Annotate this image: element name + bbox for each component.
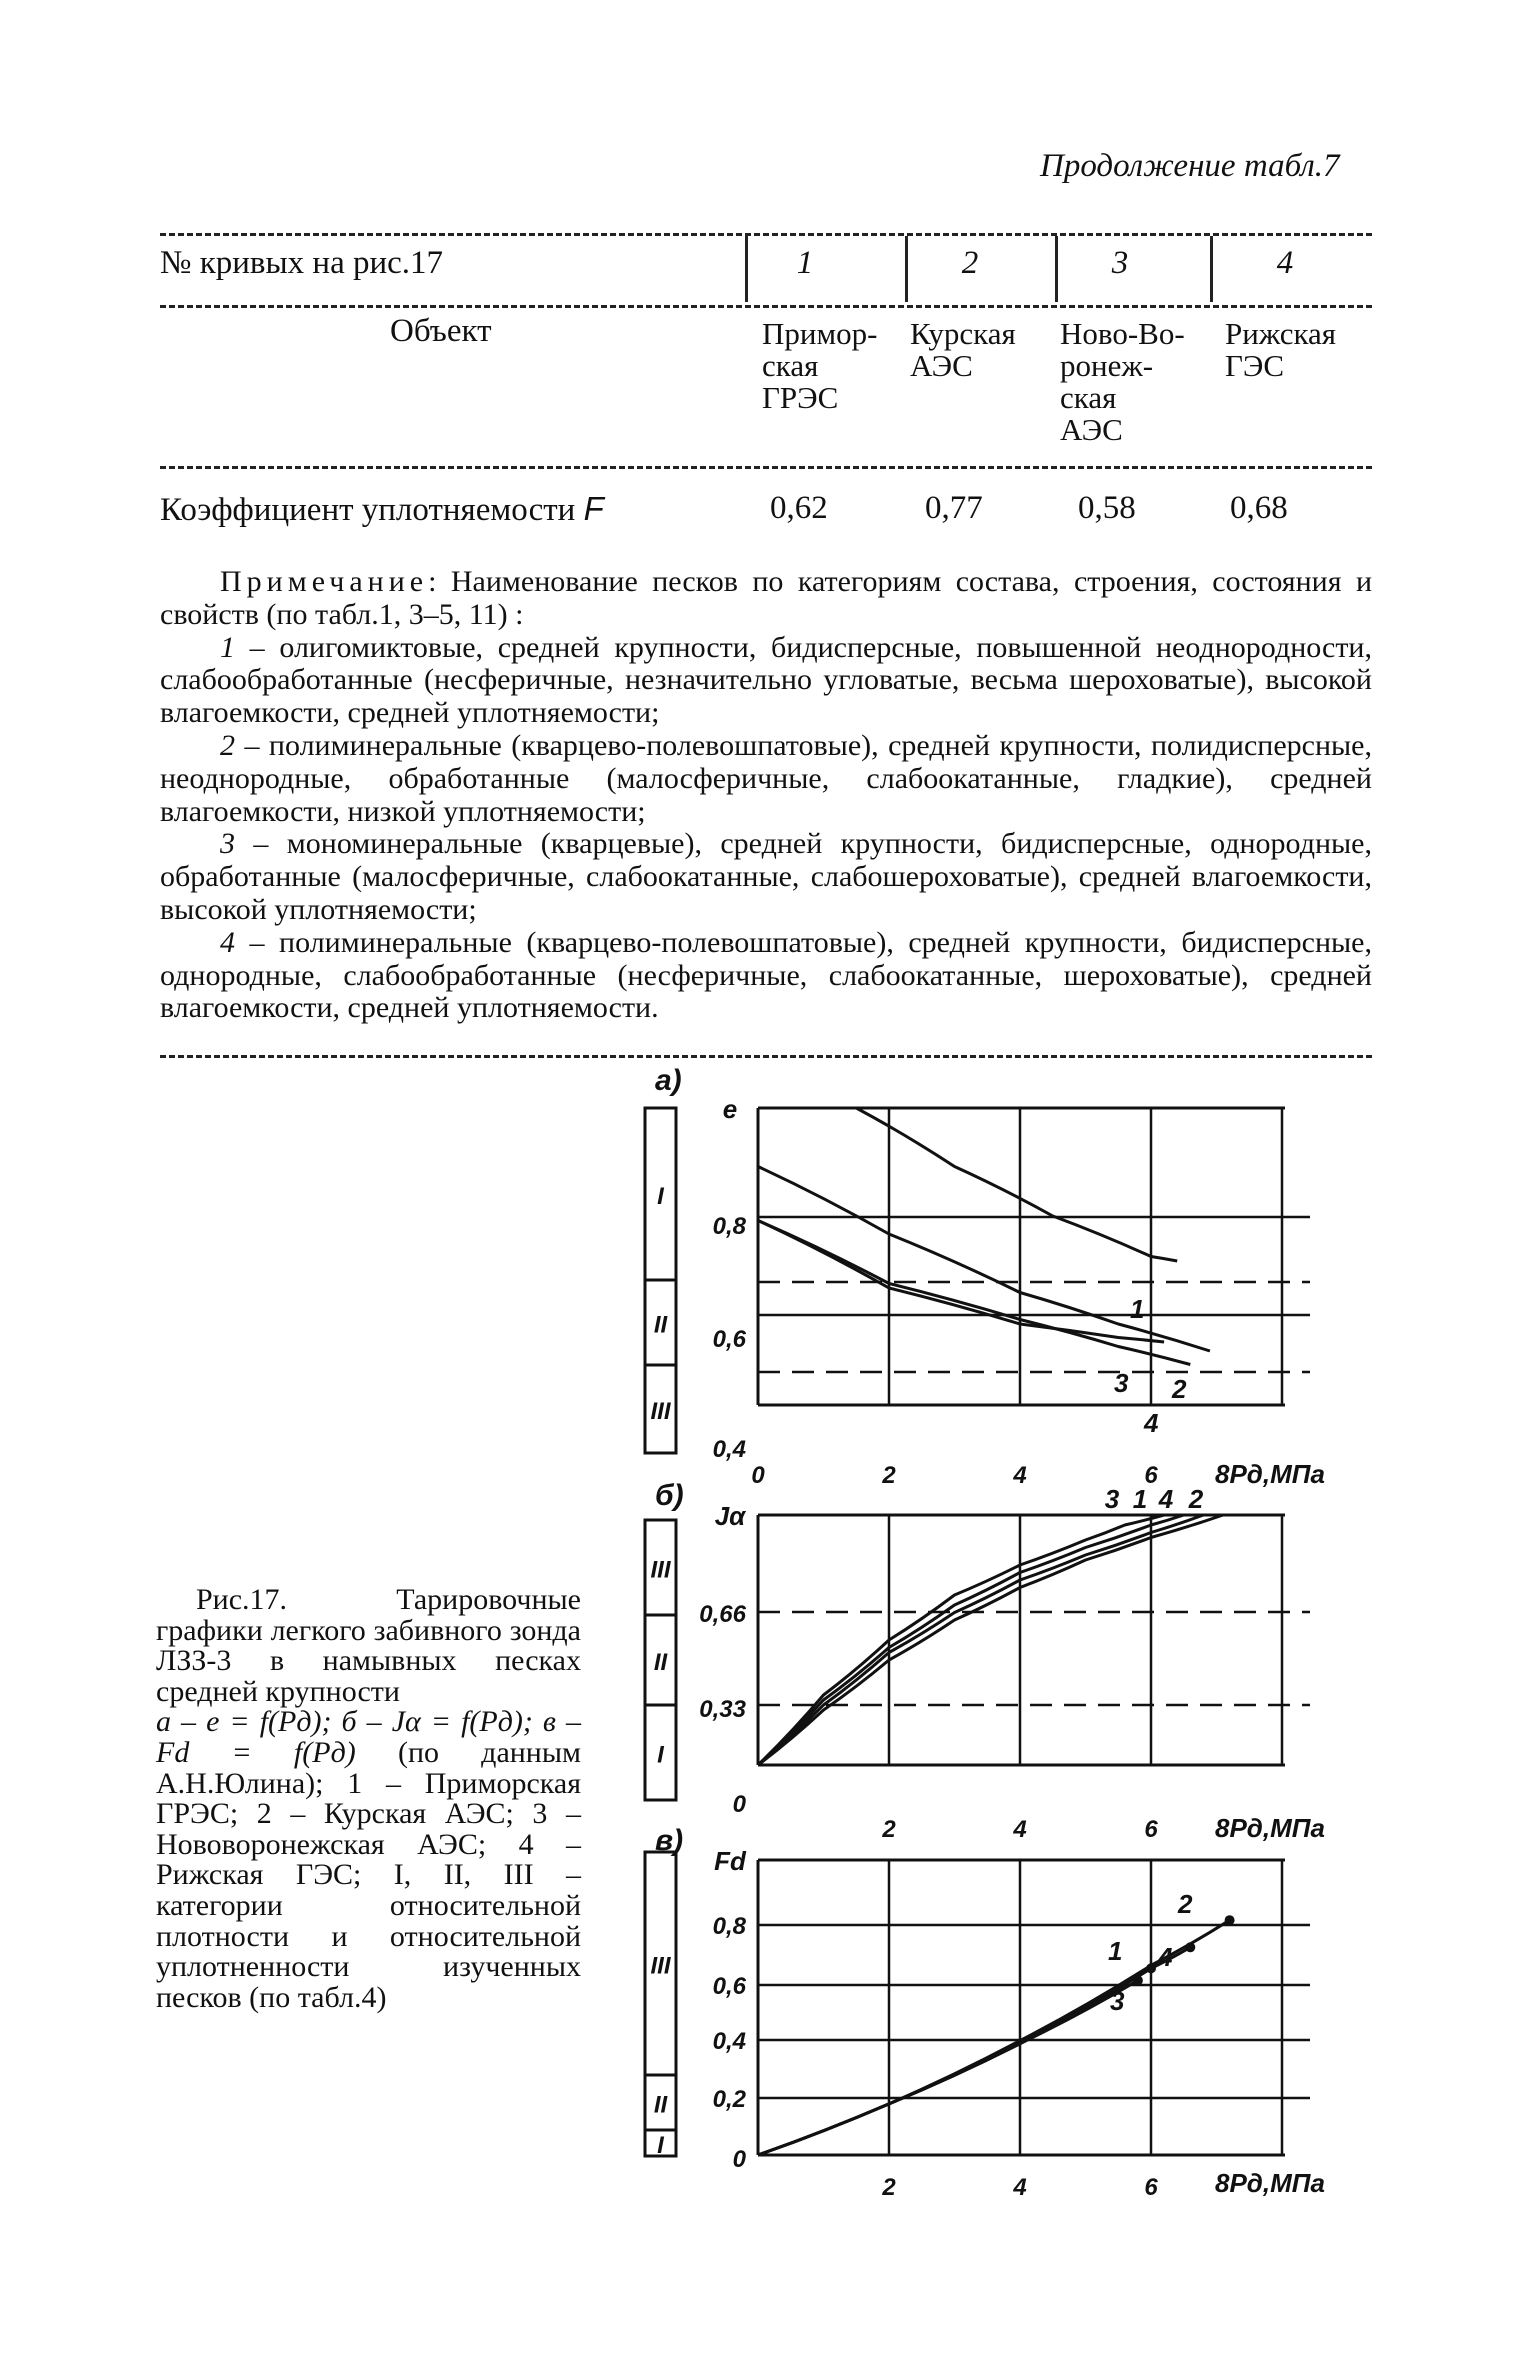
- series-label: 1: [1108, 1936, 1123, 1966]
- row-label-object: Объект: [390, 313, 492, 349]
- caption-formulas: а – e = f(Pд); б – Jα = f(Pд); в – Fd = f(Pд): [156, 1705, 581, 1769]
- note-title: Примечание: [220, 565, 429, 598]
- curve-number: 2: [961, 245, 979, 281]
- series-line-4: [758, 1515, 1203, 1765]
- coefficient-value: 0,77: [925, 490, 983, 526]
- x-tick-label: 6: [1144, 1462, 1158, 1489]
- coefficient-symbol: F: [583, 490, 604, 527]
- x-tick-label: 6: [1144, 2174, 1158, 2201]
- x-tick-label: 2: [882, 1816, 896, 1843]
- y-axis-label: e: [722, 1094, 738, 1124]
- coefficient-value: 0,58: [1078, 490, 1136, 526]
- x-tick-label: 0: [751, 1462, 765, 1489]
- series-label: 2: [1178, 1889, 1193, 1919]
- series-label: 4: [1144, 1408, 1159, 1438]
- y-tick-label: 0,2: [712, 2086, 746, 2113]
- category-label: I: [657, 2132, 664, 2159]
- y-axis-label: Jα: [714, 1501, 746, 1531]
- note-item-number: 3: [220, 827, 235, 861]
- series-endpoint: [1225, 1915, 1235, 1925]
- y-tick-label: 0,6: [712, 1326, 746, 1353]
- y-tick-label: 0,4: [712, 2028, 746, 2055]
- object-cell: Курская АЭС: [910, 316, 1016, 383]
- x-tick-label: 4: [1013, 2174, 1027, 2201]
- category-label: II: [653, 1649, 668, 1676]
- series-label: 3: [1110, 1986, 1125, 2016]
- category-label: III: [650, 1952, 671, 1980]
- row-label-curves: № кривых на рис.17: [160, 245, 444, 281]
- continuation-label: Продолжение табл.7: [1040, 148, 1340, 184]
- x-axis-label: 8Pд,МПа: [1215, 1813, 1325, 1843]
- x-tick-label: 4: [1013, 1816, 1027, 1843]
- series-label: 2: [1188, 1484, 1204, 1514]
- y-tick-label: 0,6: [712, 1973, 746, 2000]
- coefficient-value: 0,62: [770, 490, 828, 526]
- note-item-text: – полиминеральные (кварцево-полевошпатовые), средней крупности, бидисперсные, однородные, слабообработанные (несферичные, слабоокатанные, шероховатые), средней влагоемкости, средней уплотняемости.: [160, 925, 1372, 1025]
- series-line-1: [758, 1515, 1184, 1765]
- category-label: II: [653, 2091, 668, 2119]
- x-tick-label: 4: [1013, 1462, 1027, 1489]
- series-label: 4: [1158, 1942, 1173, 1972]
- series-label: 4: [1158, 1484, 1174, 1514]
- panel-label: а): [655, 1064, 682, 1097]
- x-tick-label: 2: [882, 1462, 896, 1489]
- category-label: III: [650, 1398, 671, 1425]
- series-label: 2: [1172, 1374, 1187, 1404]
- caption-rest: (по данным А.Н.Юлина); 1 – Приморская ГРЭС; 2 – Курская АЭС; 3 – Нововоронежская АЭС; 4 – Рижская ГЭС; I, II, III – категории относительной плотности и относительной уплотненности изученных песков (по табл.4): [156, 1735, 582, 2014]
- x-tick-label: 6: [1144, 1816, 1158, 1843]
- series-line-2: [758, 1515, 1223, 1765]
- note-item-number: 1: [220, 630, 235, 664]
- note-item-text: – полиминеральные (кварцево-полевошпатовые), средней крупности, полидисперсные, неоднородные, обработанные (малосферичные, слабоокатанные, гладкие), средней влагоемкости, низкой уплотняемости;: [160, 728, 1372, 828]
- note-item-text: – мономинеральные (кварцевые), средней крупности, бидисперсные, однородные, обработанные (малосферичные, слабоокатанные, слабошероховатые), средней влагоемкости, высокой уплотняемости;: [160, 827, 1372, 926]
- series-label: 3: [1114, 1368, 1129, 1398]
- caption-title: Рис.17. Тарировочные графики легкого забивного зонда ЛЗЗ-3 в намывных песках средней крупности: [156, 1583, 581, 1708]
- y-tick-label: 0,33: [699, 1696, 746, 1723]
- y-tick-label: 0,8: [712, 1213, 746, 1240]
- object-cell: Ново-Во- ронеж- ская АЭС: [1060, 316, 1185, 447]
- note-item-number: 4: [220, 925, 235, 959]
- curve-number: 1: [796, 245, 814, 281]
- series-line-1: [856, 1108, 1177, 1261]
- category-label: I: [657, 1741, 664, 1769]
- note-intro: : Наименование песков по категориям состава, строения, состояния и свойств (по табл.1, 3–5, 11) :: [160, 565, 1372, 631]
- series-line-4: [758, 1221, 1190, 1365]
- category-label: I: [657, 1183, 664, 1210]
- curve-number: 4: [1276, 245, 1294, 281]
- x-axis-label: 8Pд,МПа: [1215, 2168, 1325, 2198]
- y-tick-label: 0,8: [712, 1913, 746, 1940]
- series-label: 1: [1130, 1294, 1145, 1324]
- series-line-4: [758, 1947, 1190, 2155]
- note-item-number: 2: [220, 728, 235, 762]
- curve-number: 3: [1111, 245, 1129, 281]
- y-tick-label: 0,66: [699, 1601, 746, 1628]
- x-axis-label: 8Pд,МПа: [1215, 1459, 1325, 1489]
- coefficient-value: 0,68: [1230, 490, 1288, 526]
- x-tick-label: 2: [882, 2174, 896, 2201]
- series-label: 1: [1132, 1484, 1148, 1514]
- panel-label: б): [655, 1479, 684, 1512]
- series-label: 3: [1104, 1484, 1120, 1514]
- series-line-3: [758, 1515, 1164, 1765]
- panel-label: в): [655, 1824, 684, 1857]
- y-tick-label: 0: [732, 1791, 746, 1818]
- series-line-1: [758, 1968, 1151, 2155]
- coefficient-label: Коэффициент уплотняемости: [160, 492, 576, 528]
- series-endpoint: [1185, 1942, 1195, 1952]
- y-tick-label: 0,4: [712, 1436, 746, 1463]
- object-cell: Примор- ская ГРЭС: [762, 316, 878, 415]
- y-tick-label: 0: [732, 2146, 746, 2173]
- y-axis-label: Fd: [714, 1846, 746, 1876]
- object-cell: Рижская ГЭС: [1225, 316, 1337, 383]
- category-label: III: [650, 1556, 671, 1584]
- note-item-text: – олигомиктовые, средней крупности, бидисперсные, повышенной неоднородности, слабообработанные (несферичные, незначительно угловатые, весьма шероховатые), высокой влагоемкости, средней уплотняемости;: [160, 630, 1372, 730]
- category-label: II: [653, 1311, 668, 1339]
